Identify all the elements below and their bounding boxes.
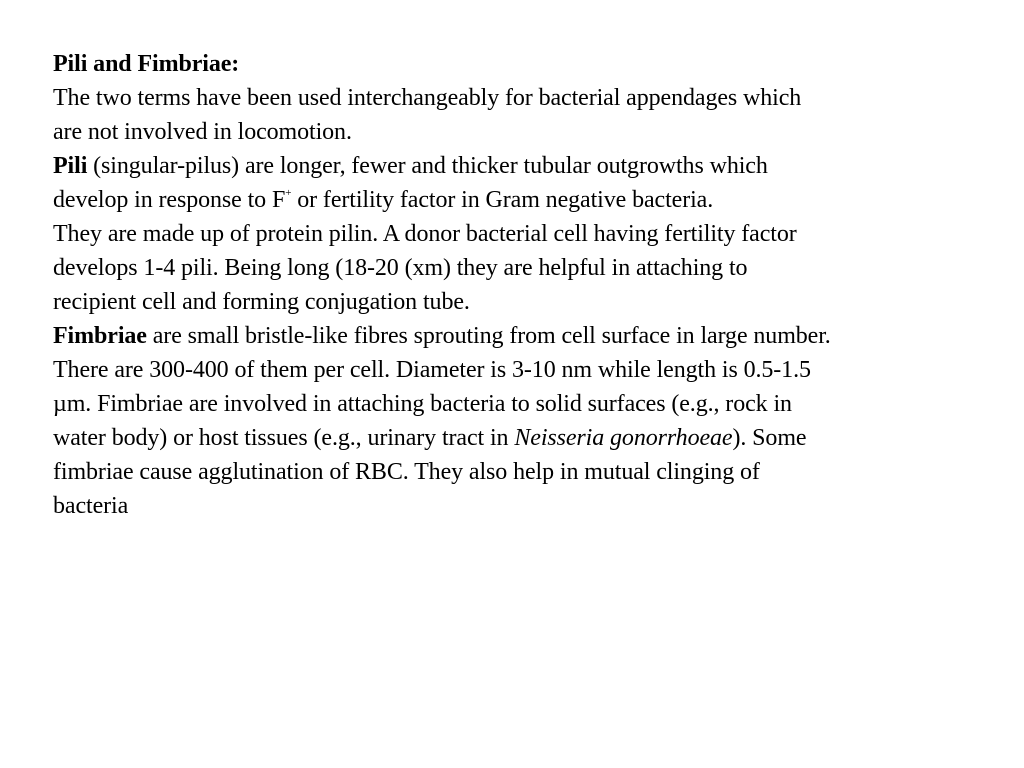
f-plus-superscript: +	[285, 187, 292, 199]
pili-line-1-text: (singular-pilus) are longer, fewer and thicker tubular outgrowths which	[87, 153, 768, 179]
fimbriae-line-3: µm. Fimbriae are involved in attaching bacteria to solid surfaces (e.g., rock in	[53, 391, 792, 417]
intro-line-1: The two terms have been used interchangeably for bacterial appendages which	[53, 85, 802, 111]
pili-line-5: recipient cell and forming conjugation tube.	[53, 289, 470, 315]
pili-line-3: They are made up of protein pilin. A donor bacterial cell having fertility factor	[53, 221, 797, 247]
slide-heading: Pili and Fimbriae:	[53, 51, 240, 77]
pili-line-4: develops 1-4 pili. Being long (18-20 (xm) they are helpful in attaching to	[53, 255, 748, 281]
fimbriae-line-1	[53, 319, 1013, 353]
fimbriae-line-2: There are 300-400 of them per cell. Diameter is 3-10 nm while length is 0.5-1.5	[53, 357, 811, 383]
slide-text-body	[53, 47, 1013, 523]
intro-line-2: are not involved in locomotion.	[53, 119, 352, 145]
pili-term: Pili	[53, 153, 88, 179]
fimbriae-line-4	[53, 421, 1013, 455]
pili-line-2-pre: develop in response to F	[53, 187, 286, 213]
fimbriae-line-1-text: are small bristle-like fibres sprouting from cell surface in large number.	[146, 323, 831, 349]
fimbriae-line-4-pre: water body) or host tissues (e.g., urinary tract in	[53, 425, 515, 451]
pili-line-2	[53, 183, 1013, 217]
pili-line-2-post: or fertility factor in Gram negative bacteria.	[291, 187, 714, 213]
fimbriae-line-4-post: ). Some	[732, 425, 807, 451]
pili-line-1	[53, 149, 1013, 183]
fimbriae-line-5: fimbriae cause agglutination of RBC. They also help in mutual clinging of	[53, 459, 760, 485]
fimbriae-line-6: bacteria	[53, 493, 129, 519]
species-name: Neisseria gonorrhoeae	[514, 425, 733, 451]
fimbriae-term: Fimbriae	[53, 323, 147, 349]
